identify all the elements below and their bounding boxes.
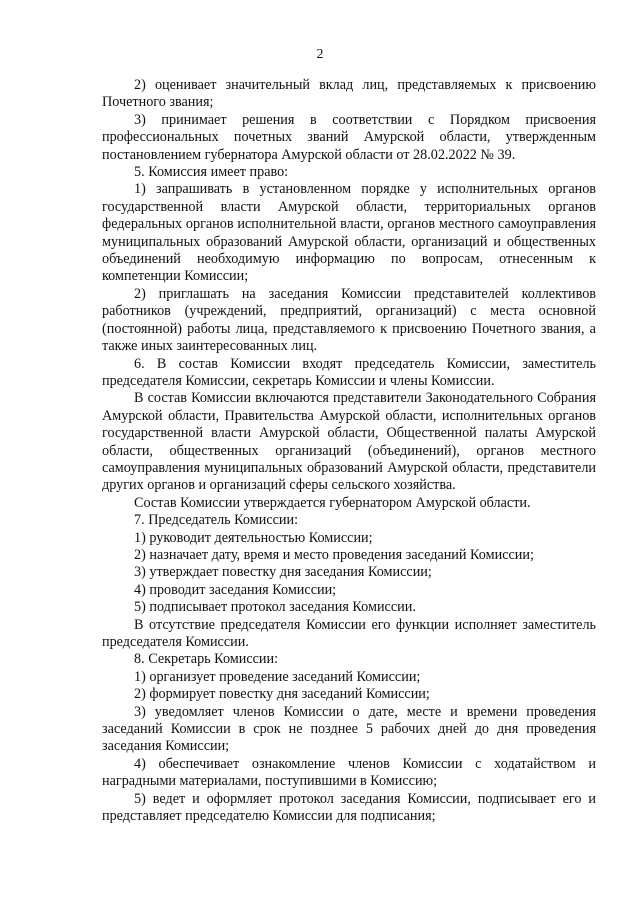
document-paragraph: В состав Комиссии включаются представители Законодательного Собрания Амурской области, Правительства Амурской области, исполнительных органов государственной власти Амурской области, Общественной палаты Амурской области, общественных организаций (объединений), органов местного самоуправления муниципальных образований Амурской области, представители других органов и организаций сферы сельского хозяйства.: [102, 390, 596, 494]
document-paragraph: 8. Секретарь Комиссии:: [134, 651, 279, 668]
document-paragraph: 5) ведет и оформляет протокол заседания Комиссии, подписывает его и представляет председателю Комиссии для подписания;: [102, 790, 596, 825]
document-paragraph: 7. Председатель Комиссии:: [134, 512, 299, 529]
document-paragraph: 1) запрашивать в установленном порядке у исполнительных органов государственной власти Амурской области, территориальных органов федеральных органов исполнительной власти, органов местного самоуправления муниципальных образований Амурской области, организаций и общественных объединений необходимую информацию по вопросам, отнесенным к компетенции Комиссии;: [102, 181, 596, 285]
document-paragraph: 5. Комиссия имеет право:: [134, 164, 289, 181]
document-paragraph: 6. В состав Комиссии входят председатель Комиссии, заместитель председателя Комиссии, секретарь Комиссии и члены Комиссии.: [102, 355, 596, 389]
document-paragraph: 4) проводит заседания Комиссии;: [134, 581, 337, 598]
document-paragraph: 3) принимает решения в соответствии с Порядком присвоения профессиональных почетных званий Амурской области, утвержденным постановлением губернатора Амурской области от 28.02.2022 № 39.: [102, 111, 596, 163]
document-paragraph: Состав Комиссии утверждается губернатором Амурской области.: [134, 494, 531, 511]
document-paragraph: 1) организует проведение заседаний Комиссии;: [134, 668, 421, 685]
document-paragraph: 5) подписывает протокол заседания Комиссии.: [134, 599, 416, 616]
document-paragraph: 3) утверждает повестку дня заседания Комиссии;: [134, 564, 432, 581]
document-paragraph: 2) назначает дату, время и место проведения заседаний Комиссии;: [134, 546, 534, 563]
document-paragraph: В отсутствие председателя Комиссии его функции исполняет заместитель председателя Комиссии.: [102, 616, 596, 650]
document-paragraph: 1) руководит деятельностью Комиссии;: [134, 529, 373, 546]
document-paragraph: 4) обеспечивает ознакомление членов Комиссии с ходатайством и наградными материалами, поступившими в Комиссию;: [102, 755, 596, 790]
document-paragraph: 2) приглашать на заседания Комиссии представителей коллективов работников (учреждений, предприятий, организаций) с места основной (постоянной) работы лица, представляемого к присвоению Почетного звания, а также иных заинтересованных лиц.: [102, 285, 596, 355]
document-paragraph: 2) оценивает значительный вклад лиц, представляемых к присвоению Почетного звания;: [102, 77, 596, 111]
document-paragraph: 2) формирует повестку дня заседаний Комиссии;: [134, 686, 430, 703]
page-number: 2: [316, 47, 324, 62]
document-body: [102, 77, 596, 825]
document-paragraph: 3) уведомляет членов Комиссии о дате, месте и времени проведения заседаний Комиссии в срок не позднее 5 рабочих дней до дня проведения заседания Комиссии;: [102, 703, 596, 755]
